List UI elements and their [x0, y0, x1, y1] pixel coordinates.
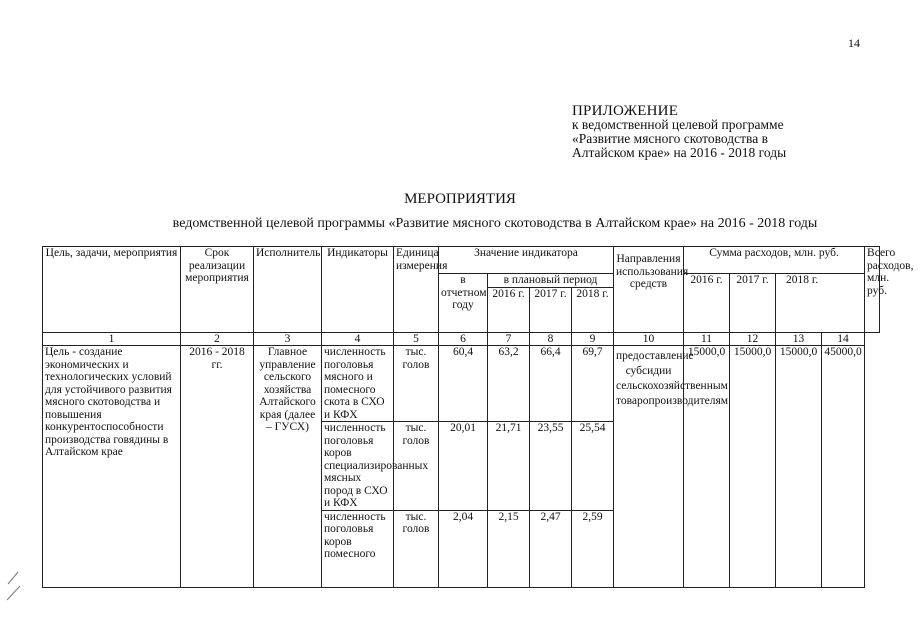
indicator-reporting: 20,01	[439, 422, 488, 511]
page-number: 14	[848, 36, 860, 50]
measures-table	[42, 246, 914, 588]
header-funds-direction: Направления использования средств	[614, 247, 684, 333]
header-goal: Цель, задачи, мероприятия	[43, 247, 181, 333]
indicator-name: численность поголовья коров помесного	[322, 510, 394, 587]
header-reporting-year: в отчетном году	[439, 274, 488, 333]
expense-2018: 15000,0	[776, 346, 822, 588]
indicator-2018: 69,7	[572, 346, 614, 422]
expense-total: 45000,0	[822, 346, 865, 588]
column-number: 12	[730, 332, 776, 346]
header-plan-2018: 2018 г.	[572, 287, 614, 332]
indicator-unit: тыс. голов	[394, 510, 439, 587]
indicator-2018: 2,59	[572, 510, 614, 587]
indicator-reporting: 60,4	[439, 346, 488, 422]
header-exp-2017: 2017 г.	[730, 274, 776, 333]
appendix-title: ПРИЛОЖЕНИЕ	[572, 103, 679, 119]
funds-direction-cell: предоставление субсидии сельскохозяйственным товаропроизводителям	[614, 346, 684, 588]
appendix-line: к ведомственной целевой программе	[572, 117, 784, 132]
column-number: 10	[614, 332, 684, 346]
column-number: 3	[254, 332, 322, 346]
column-number: 2	[181, 332, 254, 346]
header-planned-period: в плановый период	[488, 274, 614, 288]
indicator-name: численность поголовья мясного и помесного скота в СХО и КФХ	[322, 346, 394, 422]
scan-mark	[4, 570, 22, 606]
term-cell: 2016 - 2018 гг.	[181, 346, 254, 588]
header-total: Всего расходов, млн. руб.	[865, 247, 880, 333]
document-subtitle: ведомственной целевой программы «Развитие мясного скотоводства в Алтайском крае» на 2016 - 2018 годы	[172, 216, 818, 231]
executor-cell: Главное управление сельского хозяйства Алтайского края (далее – ГУСХ)	[254, 346, 322, 588]
header-executor: Исполнитель	[254, 247, 322, 333]
document-title: МЕРОПРИЯТИЯ	[404, 191, 516, 207]
header-plan-2017: 2017 г.	[530, 287, 572, 332]
header-expense-sum: Сумма расходов, млн. руб.	[684, 247, 865, 274]
goal-cell: Цель - создание экономических и технологических условий для устойчивого развития мясного скотоводства и повышения конкурентоспособности производства говядины в Алтайском крае	[43, 346, 181, 588]
indicator-reporting: 2,04	[439, 510, 488, 587]
header-indicator-value: Значение индикатора	[439, 247, 614, 274]
indicator-2018: 25,54	[572, 422, 614, 511]
column-number: 1	[43, 332, 181, 346]
header-term: Срок реализации мероприятия	[181, 247, 254, 333]
indicator-2016: 21,71	[488, 422, 530, 511]
appendix-line: Алтайском крае» на 2016 - 2018 годы	[572, 145, 787, 160]
indicator-name: численность поголовья коров специализированных мясных пород в СХО и КФХ	[322, 422, 394, 511]
indicator-unit: тыс. голов	[394, 422, 439, 511]
column-number: 7	[488, 332, 530, 346]
appendix-line: «Развитие мясного скотоводства в	[572, 131, 768, 146]
header-plan-2016: 2016 г.	[488, 287, 530, 332]
indicator-2017: 2,47	[530, 510, 572, 587]
header-exp-2016: 2016 г.	[684, 274, 730, 333]
column-number: 11	[684, 332, 730, 346]
expense-2016: 15000,0	[684, 346, 730, 588]
column-number: 6	[439, 332, 488, 346]
header-exp-2018: 2018 г.	[776, 274, 865, 333]
column-number: 5	[394, 332, 439, 346]
expense-2017: 15000,0	[730, 346, 776, 588]
column-number: 9	[572, 332, 614, 346]
appendix-block	[572, 104, 812, 160]
indicator-2017: 66,4	[530, 346, 572, 422]
indicator-2017: 23,55	[530, 422, 572, 511]
column-number: 14	[822, 332, 865, 346]
indicator-2016: 2,15	[488, 510, 530, 587]
indicator-unit: тыс. голов	[394, 346, 439, 422]
header-indicators: Индикаторы	[322, 247, 394, 333]
column-number: 13	[776, 332, 822, 346]
header-unit: Единица измерения	[394, 247, 439, 333]
column-number: 8	[530, 332, 572, 346]
indicator-2016: 63,2	[488, 346, 530, 422]
column-number: 4	[322, 332, 394, 346]
